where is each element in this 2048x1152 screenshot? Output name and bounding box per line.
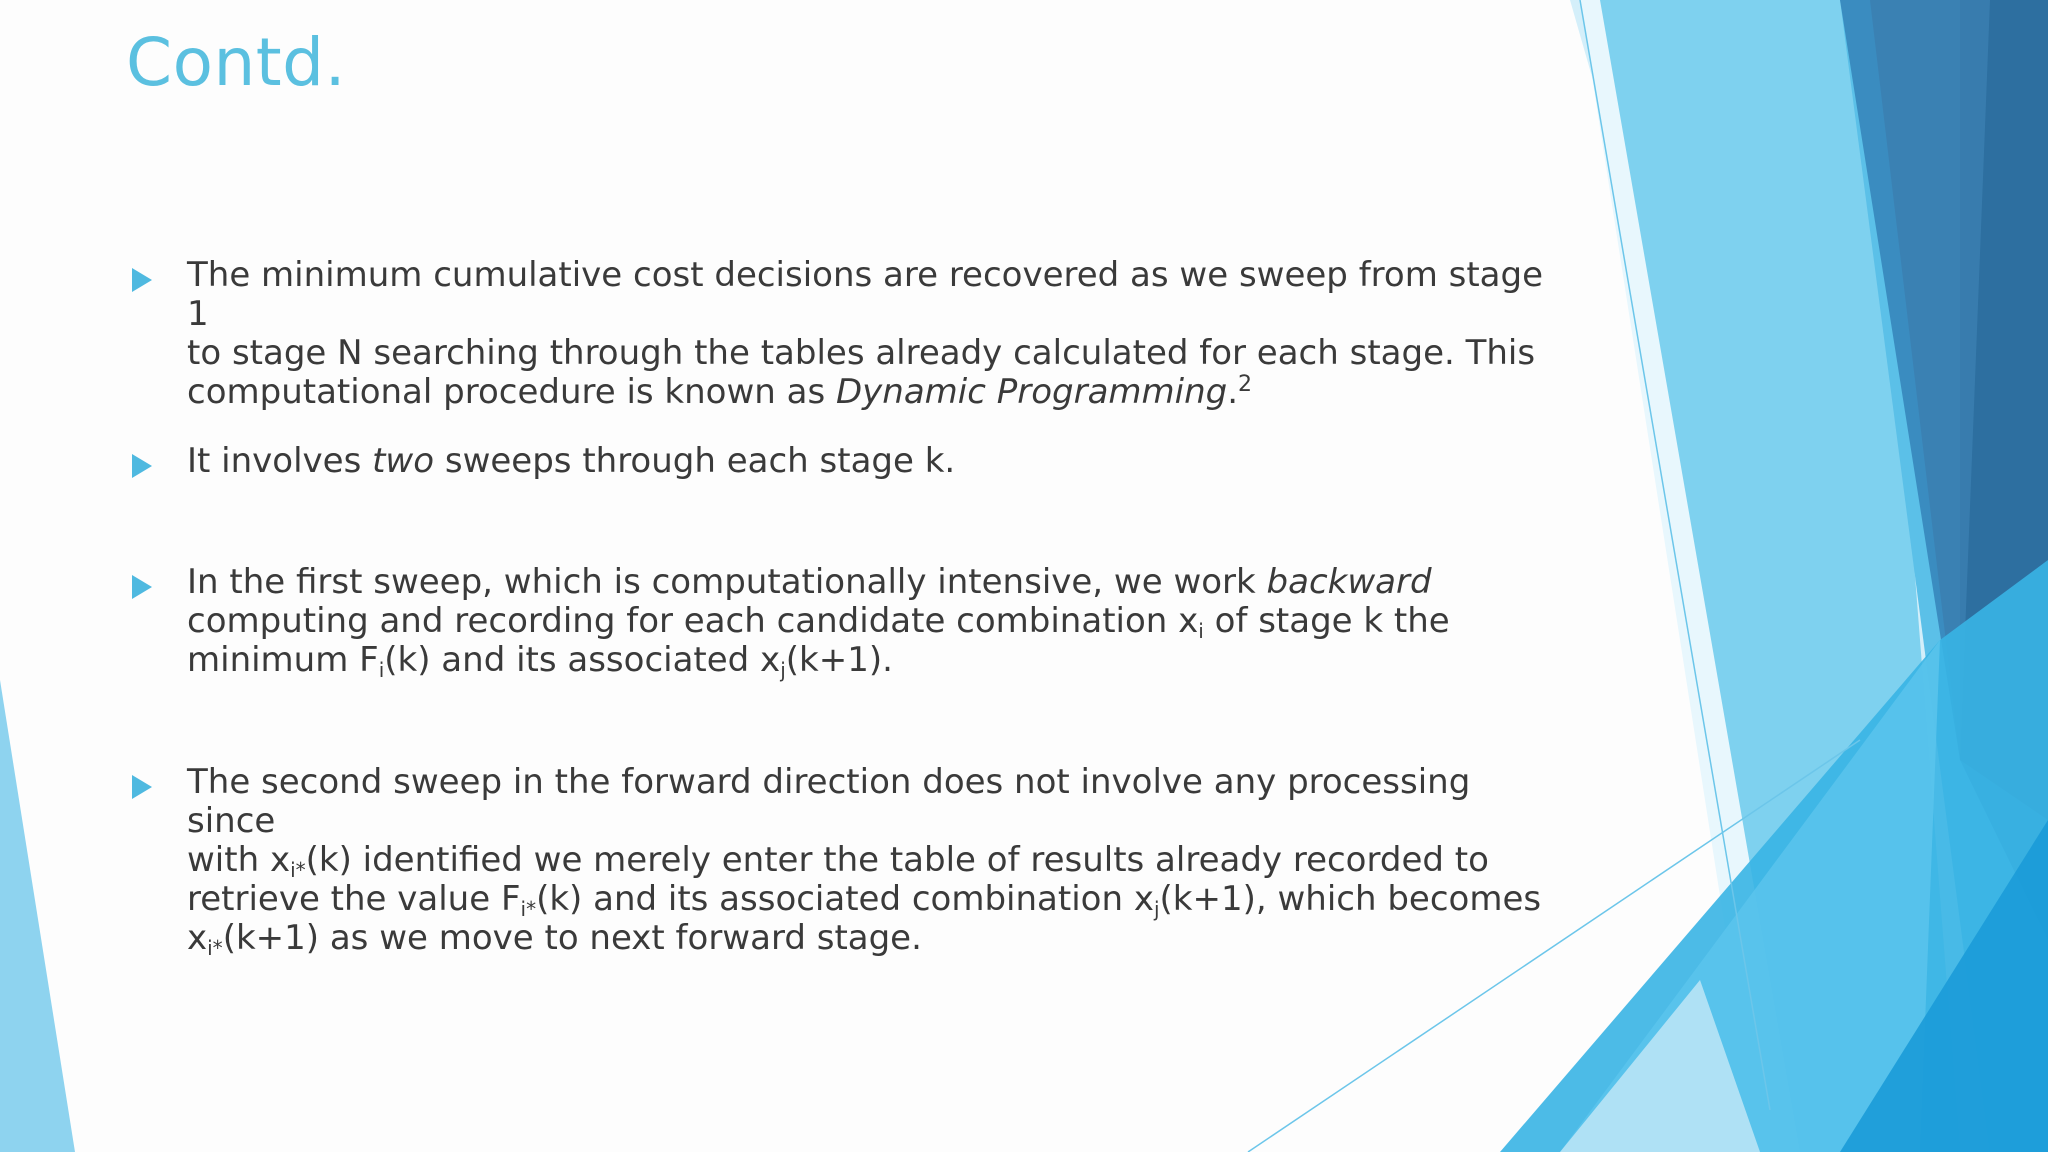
subscript: j bbox=[1153, 897, 1160, 921]
bullet-text-run: computing and recording for each candidate combination x bbox=[187, 601, 1199, 641]
subscript: i* bbox=[207, 936, 223, 960]
bullet-text-run: with x bbox=[187, 840, 291, 880]
bullet-text-run: (k) identified we merely enter the table of results already recorded to bbox=[305, 840, 1489, 880]
bullet-text bbox=[187, 763, 1547, 958]
bullet-text-run: (k) and its associated x bbox=[384, 640, 781, 680]
bullet-line: The minimum cumulative cost decisions are recovered as we sweep from stage 1 bbox=[187, 255, 1543, 334]
slide-title: Contd. bbox=[126, 24, 347, 101]
footnote-marker: 2 bbox=[1238, 372, 1253, 397]
emphasis-text: Dynamic Programming bbox=[835, 372, 1228, 412]
bullet-text-run: (k) and its associated combination x bbox=[536, 879, 1154, 919]
bullet-text bbox=[187, 563, 1547, 680]
subscript: i bbox=[378, 658, 385, 682]
triangle-right-icon bbox=[132, 575, 152, 599]
triangle-right-icon bbox=[132, 454, 152, 478]
subscript: j bbox=[780, 658, 786, 682]
bullet-text bbox=[187, 442, 1547, 481]
bullet-text-run: It involves bbox=[187, 441, 373, 481]
subscript: i* bbox=[290, 858, 306, 882]
left-edge-shape bbox=[0, 680, 75, 1152]
bullet-line: to stage N searching through the tables already calculated for each stage. This bbox=[187, 333, 1536, 373]
emphasis-text: two bbox=[372, 441, 435, 481]
bullet-text-run: (k+1) as we move to next forward stage. bbox=[222, 918, 922, 958]
bullet-line: The second sweep in the forward direction does not involve any processing since bbox=[187, 762, 1471, 841]
subscript: i bbox=[1198, 619, 1204, 643]
bullet-text-run: computational procedure is known as bbox=[187, 372, 836, 412]
emphasis-text: backward bbox=[1266, 562, 1432, 602]
triangle-right-icon bbox=[132, 268, 152, 292]
bullet-text bbox=[187, 256, 1547, 412]
bullet-text-run: In the first sweep, which is computationally intensive, we work bbox=[187, 562, 1267, 602]
bullet-text-run: sweeps through each stage k. bbox=[434, 441, 956, 481]
bullet-text-run: minimum F bbox=[187, 640, 379, 680]
bullet-text-run: of stage k the bbox=[1203, 601, 1450, 641]
bullet-text-run: (k+1), which becomes bbox=[1159, 879, 1542, 919]
bullet-text-run: retrieve the value F bbox=[187, 879, 521, 919]
bullet-text-run: . bbox=[1227, 372, 1239, 412]
bullet-text-run: (k+1). bbox=[785, 640, 893, 680]
subscript: i* bbox=[520, 897, 537, 921]
bullet-text-run: x bbox=[187, 918, 208, 958]
triangle-right-icon bbox=[132, 775, 152, 799]
